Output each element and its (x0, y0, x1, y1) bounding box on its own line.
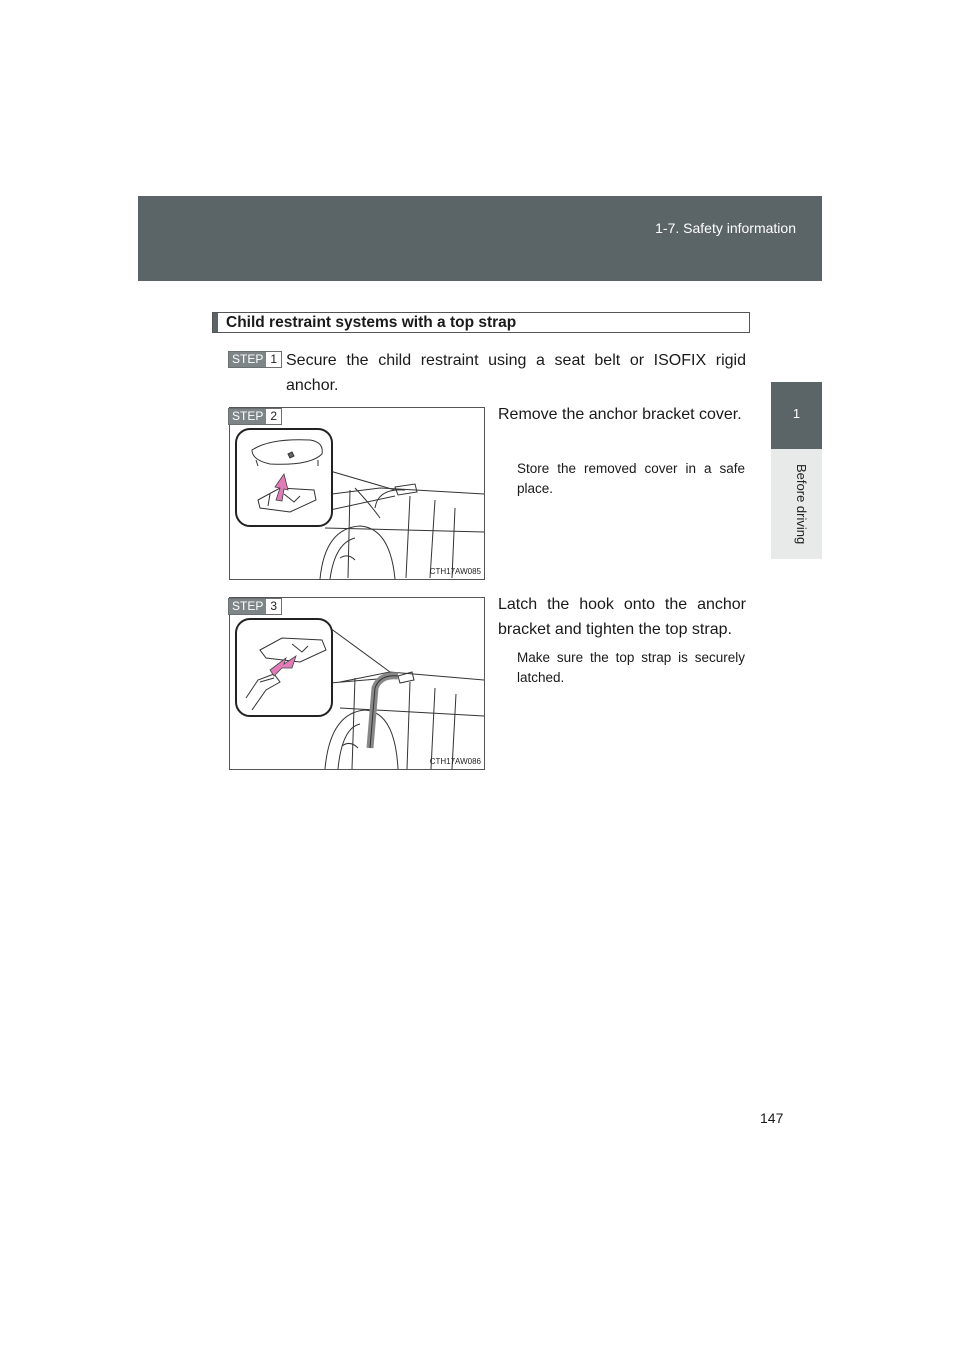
chapter-tab[interactable] (771, 382, 822, 449)
anchor-cover-illustration (230, 408, 484, 579)
chapter-number: 1 (792, 406, 801, 421)
section-name: 1-7. Safety information (655, 220, 796, 236)
chapter-label: Before driving (794, 464, 809, 545)
step-2-figure (229, 407, 485, 580)
step-number: 1 (266, 352, 281, 367)
step-2-text: Remove the anchor bracket cover. (498, 406, 742, 423)
step-2-badge (228, 408, 282, 425)
header-band (138, 196, 822, 281)
step-3-badge (228, 598, 282, 615)
page-number: 147 (760, 1110, 784, 1126)
step-label: STEP (229, 599, 266, 614)
step-1-badge (228, 351, 282, 368)
step-2-note: Store the removed cover in a safe place. (517, 461, 745, 496)
figure-code: CTH17AW086 (429, 757, 481, 766)
step-number: 3 (266, 599, 281, 614)
top-strap-illustration (230, 598, 484, 769)
step-number: 2 (266, 409, 281, 424)
step-3-text: Latch the hook onto the anchor bracket and tighten the top strap. (498, 596, 746, 638)
step-1-text: Secure the child restraint using a seat belt or ISOFIX rigid anchor. (286, 352, 746, 394)
step-3-figure (229, 597, 485, 770)
step-label: STEP (229, 352, 266, 367)
step-label: STEP (229, 409, 266, 424)
step-3-note: Make sure the top strap is securely latched. (517, 650, 745, 685)
section-title: Child restraint systems with a top strap (212, 312, 750, 333)
figure-code: CTH17AW085 (429, 567, 481, 576)
